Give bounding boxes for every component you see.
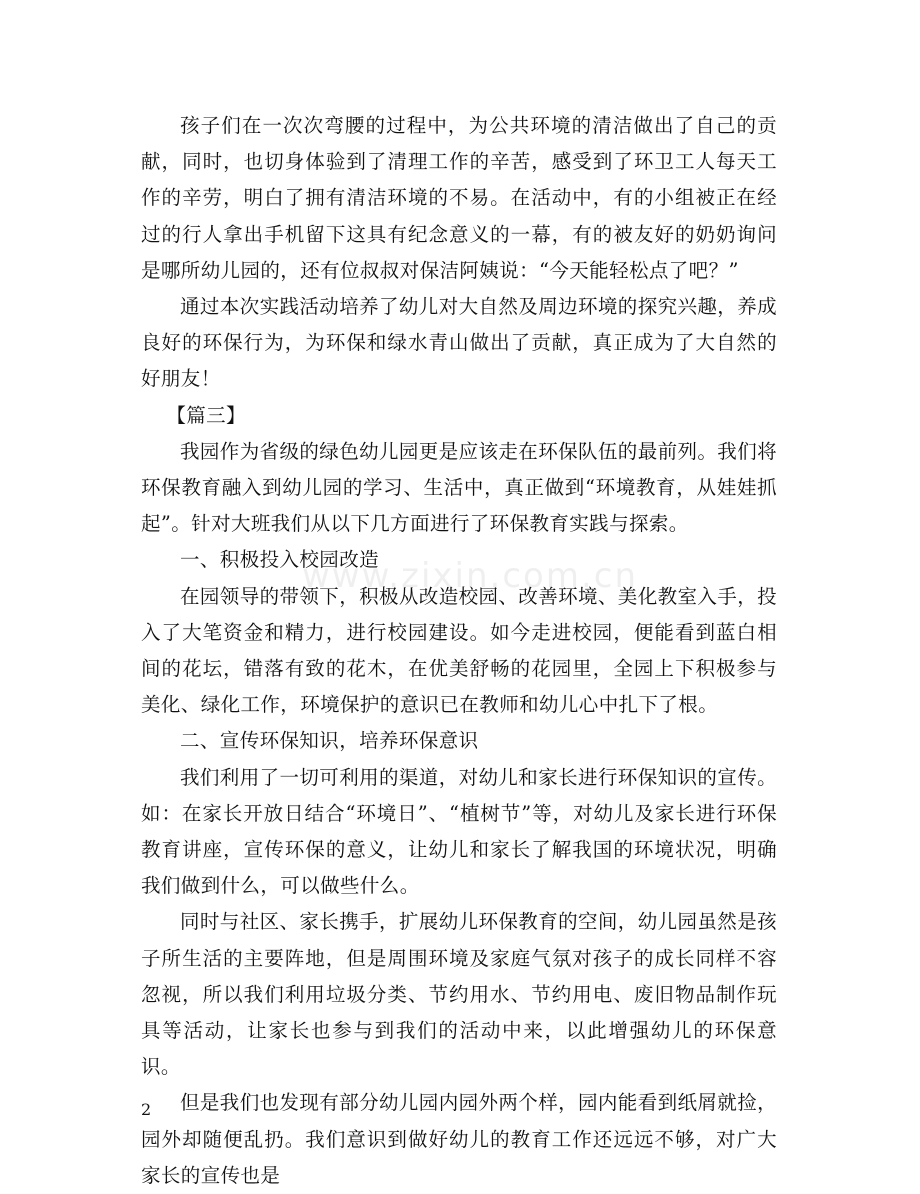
body-text bbox=[141, 108, 777, 1194]
paragraph-activity-summary: 通过本次实践活动培养了幼儿对大自然及周边环境的探究兴趣，养成良好的环保行为，为环保和绿水青山做出了贡献，真正成为了大自然的好朋友！ bbox=[141, 295, 778, 391]
paragraph-children-cleanup: 孩子们在一次次弯腰的过程中，为公共环境的清洁做出了自己的贡献，同时，也切身体验到了清理工作的辛苦，感受到了环卫工人每天工作的辛劳，明白了拥有清洁环境的不易。在活动中，有的小组被正在经过的行人拿出手机留下这具有纪念意义的一幕，有的被友好的奶奶询问是哪所幼儿园的，还有位叔叔对保洁阿姨说：“今天能轻松点了吧？” bbox=[141, 114, 777, 282]
paragraph-community-cooperation: 同时与社区、家长携手，扩展幼儿环保教育的空间，幼儿园虽然是孩子所生活的主要阵地，但是周围环境及家庭气氛对孩子的成长同样不容忽视，所以我们利用垃圾分类、节约用水、节约用电、废旧物品制作玩具等活动，让家长也参与到我们的活动中来，以此增强幼儿的环保意识。 bbox=[141, 910, 778, 1079]
paragraph-findings: 但是我们也发现有部分幼儿园内园外两个样，园内能看到纸屑就捡，园外却随便乱扔。我们意识到做好幼儿的教育工作还远远不够，对广大家长的宣传也是 bbox=[141, 1091, 778, 1187]
paragraph-parent-outreach: 我们利用了一切可利用的渠道，对幼儿和家长进行环保知识的宣传。如：在家长开放日结合“环境日”、“植树节”等，对幼儿及家长进行环保教育讲座，宣传环保的意义，让幼儿和家长了解我国的环境状况，明确我们做到什么，可以做些什么。 bbox=[141, 765, 778, 898]
page-number: 2 bbox=[141, 1100, 152, 1119]
subheading-campus-renovation: 一、积极投入校园改造 bbox=[180, 548, 380, 572]
subheading-environmental-awareness: 二、宣传环保知识，培养环保意识 bbox=[180, 729, 479, 753]
section-heading-part-three: 【篇三】 bbox=[166, 403, 246, 427]
paragraph-green-kindergarten: 我园作为省级的绿色幼儿园更是应该走在环保队伍的最前列。我们将环保教育融入到幼儿园的学习、生活中，真正做到“环境教育，从娃娃抓起”。针对大班我们从以下几方面进行了环保教育实践与探索。 bbox=[141, 439, 778, 536]
paragraph-campus-renovation: 在园领导的带领下，积极从改造校园、改善环境、美化教室入手，投入了大笔资金和精力，进行校园建设。如今走进校园，便能看到蓝白相间的花坛，错落有致的花木，在优美舒畅的花园里，全园上下积极参与美化、绿化工作，环境保护的意识已在教师和幼儿心中扎下了根。 bbox=[141, 584, 778, 717]
watermark: www.zixin.com.cn bbox=[302, 556, 638, 596]
